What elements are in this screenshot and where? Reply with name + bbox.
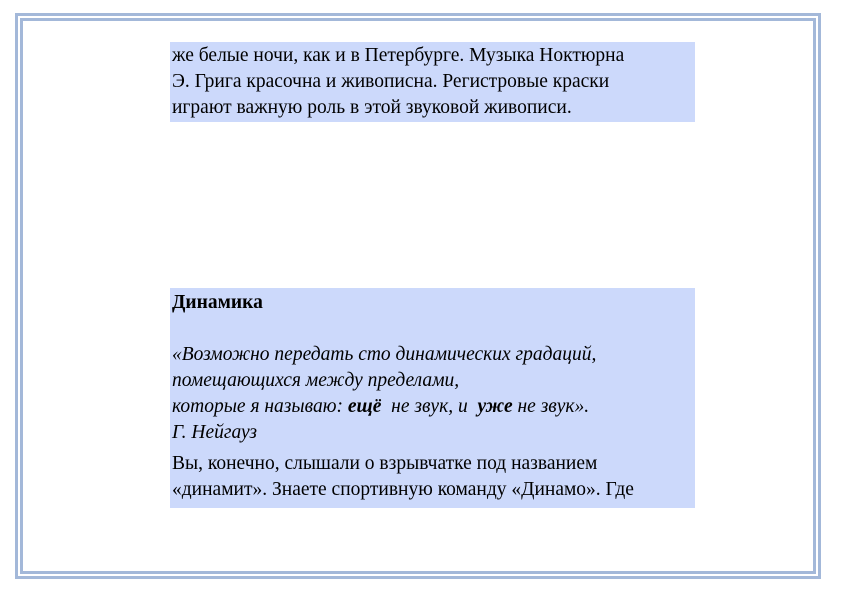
text-line: «динамит». Знаете спортивную команду «Динамо». Где [172,479,634,500]
section-heading: Динамика [172,292,263,313]
text-line: играют важную роль в этой звуковой живописи. [172,97,572,118]
quote-line: помещающихся между пределами, [172,370,460,391]
text-line: Вы, конечно, слышали о взрывчатке под названием [172,453,598,474]
quote-colon: : [336,396,348,417]
spacer [172,316,695,342]
quote-emphasis: ещё [347,396,382,417]
quote-text: не звук, и [381,396,478,417]
quote-text: которые я называю [172,396,337,417]
quote-author: Г. Нейгауз [172,422,257,443]
quote-emphasis: уже [477,396,513,417]
text-block-dynamics [170,288,695,508]
quote-line: «Возможно передать сто динамических градаций, [172,344,597,365]
text-line: Э. Грига красочна и живописна. Регистровые краски [172,71,610,92]
text-block-top [170,42,695,122]
text-line: же белые ночи, как и в Петербурге. Музыка Ноктюрна [172,45,625,66]
quote-line [172,394,695,420]
quote-text: не звук». [512,396,590,417]
